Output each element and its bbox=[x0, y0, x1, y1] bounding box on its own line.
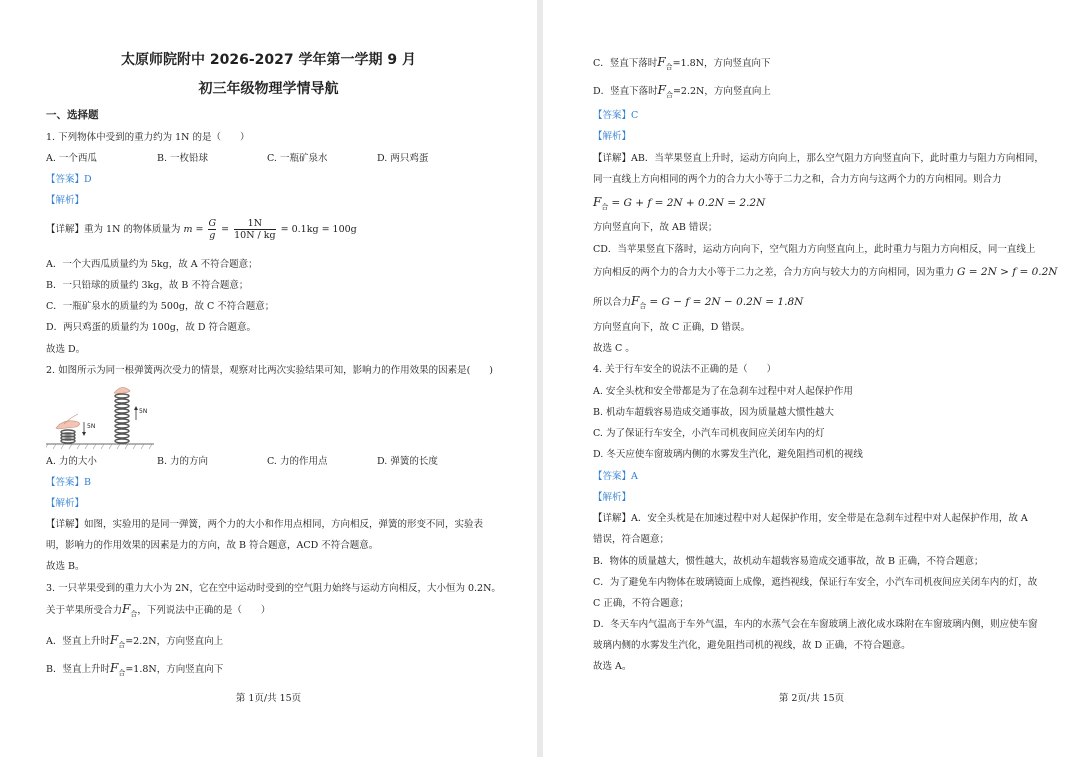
q1-stem: 1. 下列物体中受到的重力约为 1N 的是（ ） bbox=[46, 132, 250, 143]
q1-option-c: C. 一瓶矿泉水 bbox=[267, 153, 328, 164]
q1-line-c: C．一瓶矿泉水的质量约为 500g，故 C 不符合题意； bbox=[46, 301, 275, 312]
q4-detail-1: 【详解】A．安全头枕是在加速过程中对人起保护作用，安全带是在急刹车过程中对人起保护作用，故 A bbox=[593, 513, 1028, 524]
q3-line-c: 方向竖直向下，故 C 正确，D 错误。 bbox=[593, 322, 750, 333]
q4-option-a: A. 安全头枕和安全带都是为了在急刹车过程中对人起保护作用 bbox=[593, 386, 853, 397]
q4-detail-4: C．为了避免车内物体在玻璃镜面上成像，遮挡视线，保证行车安全，小汽车司机夜间应关闭车内的灯，故 bbox=[593, 577, 1038, 588]
doc-title-line1: 太原师院附中 2026-2027 学年第一学期 9 月 bbox=[121, 52, 416, 68]
q4-detail-7: 玻璃内侧的水雾发生汽化，避免阻挡司机的视线，故 D 正确，不符合题意。 bbox=[593, 640, 911, 651]
page-1-footer: 第 1页/共 15页 bbox=[235, 693, 302, 704]
q3-conclusion: 故选 C 。 bbox=[593, 343, 635, 354]
q2-conclusion: 故选 B。 bbox=[46, 561, 85, 572]
q4-answer: 【答案】A bbox=[593, 471, 638, 482]
q3-answer: 【答案】C bbox=[593, 110, 639, 121]
q4-option-b: B. 机动车超载容易造成交通事故，因为质量越大惯性越大 bbox=[593, 407, 835, 418]
q2-detail-2: 明，影响力的作用效果的因素是力的方向，故 B 符合题意，ACD 不符合题意。 bbox=[46, 540, 379, 551]
q2-option-d: D. 弹簧的长度 bbox=[377, 456, 438, 467]
q1-formula-frac2: $\frac{1N}{10N / kg}$ bbox=[234, 218, 276, 241]
spring-illustration bbox=[46, 384, 156, 450]
page-2-footer: 第 2页/共 15页 bbox=[778, 693, 845, 704]
q1-formula-lhs: m bbox=[183, 224, 193, 235]
section-heading: 一、选择题 bbox=[46, 109, 99, 121]
q3-option-d: D．竖直下落时$F_合=2.2N$，方向竖直向上 bbox=[593, 83, 771, 99]
q2-option-b: B. 力的方向 bbox=[157, 456, 209, 467]
q4-conclusion: 故选 A。 bbox=[593, 661, 632, 672]
q1-detail: 【详解】重为 1N 的物体质量为 m = $\frac{G}{g}$ = $\frac{1N}{10N / kg}$ = 0.1kg = 100g bbox=[46, 218, 357, 241]
spring-figure bbox=[46, 384, 156, 450]
q3-analysis-label: 【解析】 bbox=[593, 131, 632, 142]
q2-analysis-label: 【解析】 bbox=[46, 498, 85, 509]
q4-analysis-label: 【解析】 bbox=[593, 492, 632, 503]
q4-stem: 4. 关于行车安全的说法不正确的是（ ） bbox=[593, 364, 777, 375]
q3-equation-1: $F_合 = G + f = 2N + 0.2N = 2.2N$ bbox=[593, 195, 766, 211]
q3-option-a: A．竖直上升时$F_合=2.2N$，方向竖直向上 bbox=[46, 633, 224, 649]
q3-line-cd-2: 方向相反的两个力的合力大小等于二力之差，合力方向与较大力的方向相同，因为重力 G = 2N > f = 0.2N bbox=[593, 266, 1058, 278]
q3-detail-2: 同一直线上方向相同的两个力的合力大小等于二力之和，合力方向与这两个力的方向相同。则合力 bbox=[593, 174, 1002, 185]
q3-line-ab: 方向竖直向下，故 AB 错误； bbox=[593, 222, 718, 233]
q1-option-d: D. 两只鸡蛋 bbox=[377, 153, 429, 164]
q2-answer: 【答案】B bbox=[46, 477, 91, 488]
q1-line-a: A．一个大西瓜质量约为 5kg，故 A 不符合题意； bbox=[46, 259, 258, 270]
q4-option-d: D. 冬天应使车窗玻璃内侧的水雾发生汽化，避免阻挡司机的视线 bbox=[593, 449, 863, 460]
q1-answer: 【答案】D bbox=[46, 174, 92, 185]
fig-force-label-2: 5N bbox=[139, 408, 148, 415]
q4-detail-3: B．物体的质量越大，惯性越大，故机动车超载容易造成交通事故，故 B 正确，不符合题意； bbox=[593, 556, 984, 567]
q3-option-c: C．竖直下落时$F_合=1.8N$，方向竖直向下 bbox=[593, 55, 771, 71]
q2-detail-1: 【详解】如图，实验用的是同一弹簧，两个力的大小和作用点相同，方向相反，弹簧的形变不同，实验表 bbox=[46, 519, 484, 530]
q1-analysis-label: 【解析】 bbox=[46, 195, 85, 206]
page-1 bbox=[0, 0, 537, 757]
q2-option-c: C. 力的作用点 bbox=[267, 456, 328, 467]
q1-detail-text: 【详解】重为 1N 的物体质量为 bbox=[46, 224, 181, 235]
q1-option-a: A. 一个西瓜 bbox=[46, 153, 97, 164]
q4-detail-2: 错误，符合题意； bbox=[593, 534, 670, 545]
fig-force-label-1: 5N bbox=[87, 423, 96, 430]
q1-conclusion: 故选 D。 bbox=[46, 344, 86, 355]
q4-detail-5: C 正确，不符合题意； bbox=[593, 598, 689, 609]
q2-option-a: A. 力的大小 bbox=[46, 456, 97, 467]
q1-line-d: D．两只鸡蛋的质量约为 100g，故 D 符合题意。 bbox=[46, 322, 257, 333]
q1-line-b: B．一只铅球的质量约 3kg，故 B 不符合题意； bbox=[46, 280, 249, 291]
q3-stem-2: 关于苹果所受合力$F_合$，下列说法中正确的是（ ） bbox=[46, 602, 271, 618]
q3-equation-2: 所以合力$F_合 = G - f = 2N - 0.2N = 1.8N$ bbox=[593, 294, 804, 310]
q4-detail-6: D．冬天车内气温高于车外气温，车内的水蒸气会在车窗玻璃上液化成水珠附在车窗玻璃内侧，则应使车窗 bbox=[593, 619, 1038, 630]
q3-line-cd-1: CD．当苹果竖直下落时，运动方向向下，空气阻力方向竖直向上，此时重力与阻力方向相反，同一直线上 bbox=[593, 244, 1036, 255]
q2-stem: 2. 如图所示为同一根弹簧两次受力的情景，观察对比两次实验结果可知，影响力的作用效果的因素是( ) bbox=[46, 365, 493, 376]
q3-detail-1: 【详解】AB．当苹果竖直上升时，运动方向向上，那么空气阻力方向竖直向下，此时重力与阻力方向相同， bbox=[593, 153, 1044, 164]
q4-option-c: C. 为了保证行车安全，小汽车司机夜间应关闭车内的灯 bbox=[593, 428, 825, 439]
page-2 bbox=[543, 0, 1080, 757]
q1-formula-result: = 0.1kg = 100g bbox=[280, 224, 357, 235]
q1-option-b: B. 一枚铅球 bbox=[157, 153, 209, 164]
q1-formula-frac1: $\frac{G}{g}$ bbox=[208, 218, 217, 241]
q3-option-b: B．竖直上升时$F_合=1.8N$，方向竖直向下 bbox=[46, 661, 224, 677]
doc-title-line2: 初三年级物理学情导航 bbox=[198, 81, 339, 97]
q3-stem-1: 3. 一只苹果受到的重力大小为 2N，它在空中运动时受到的空气阻力始终与运动方向相反，大小恒为 0.2N。 bbox=[46, 583, 501, 594]
